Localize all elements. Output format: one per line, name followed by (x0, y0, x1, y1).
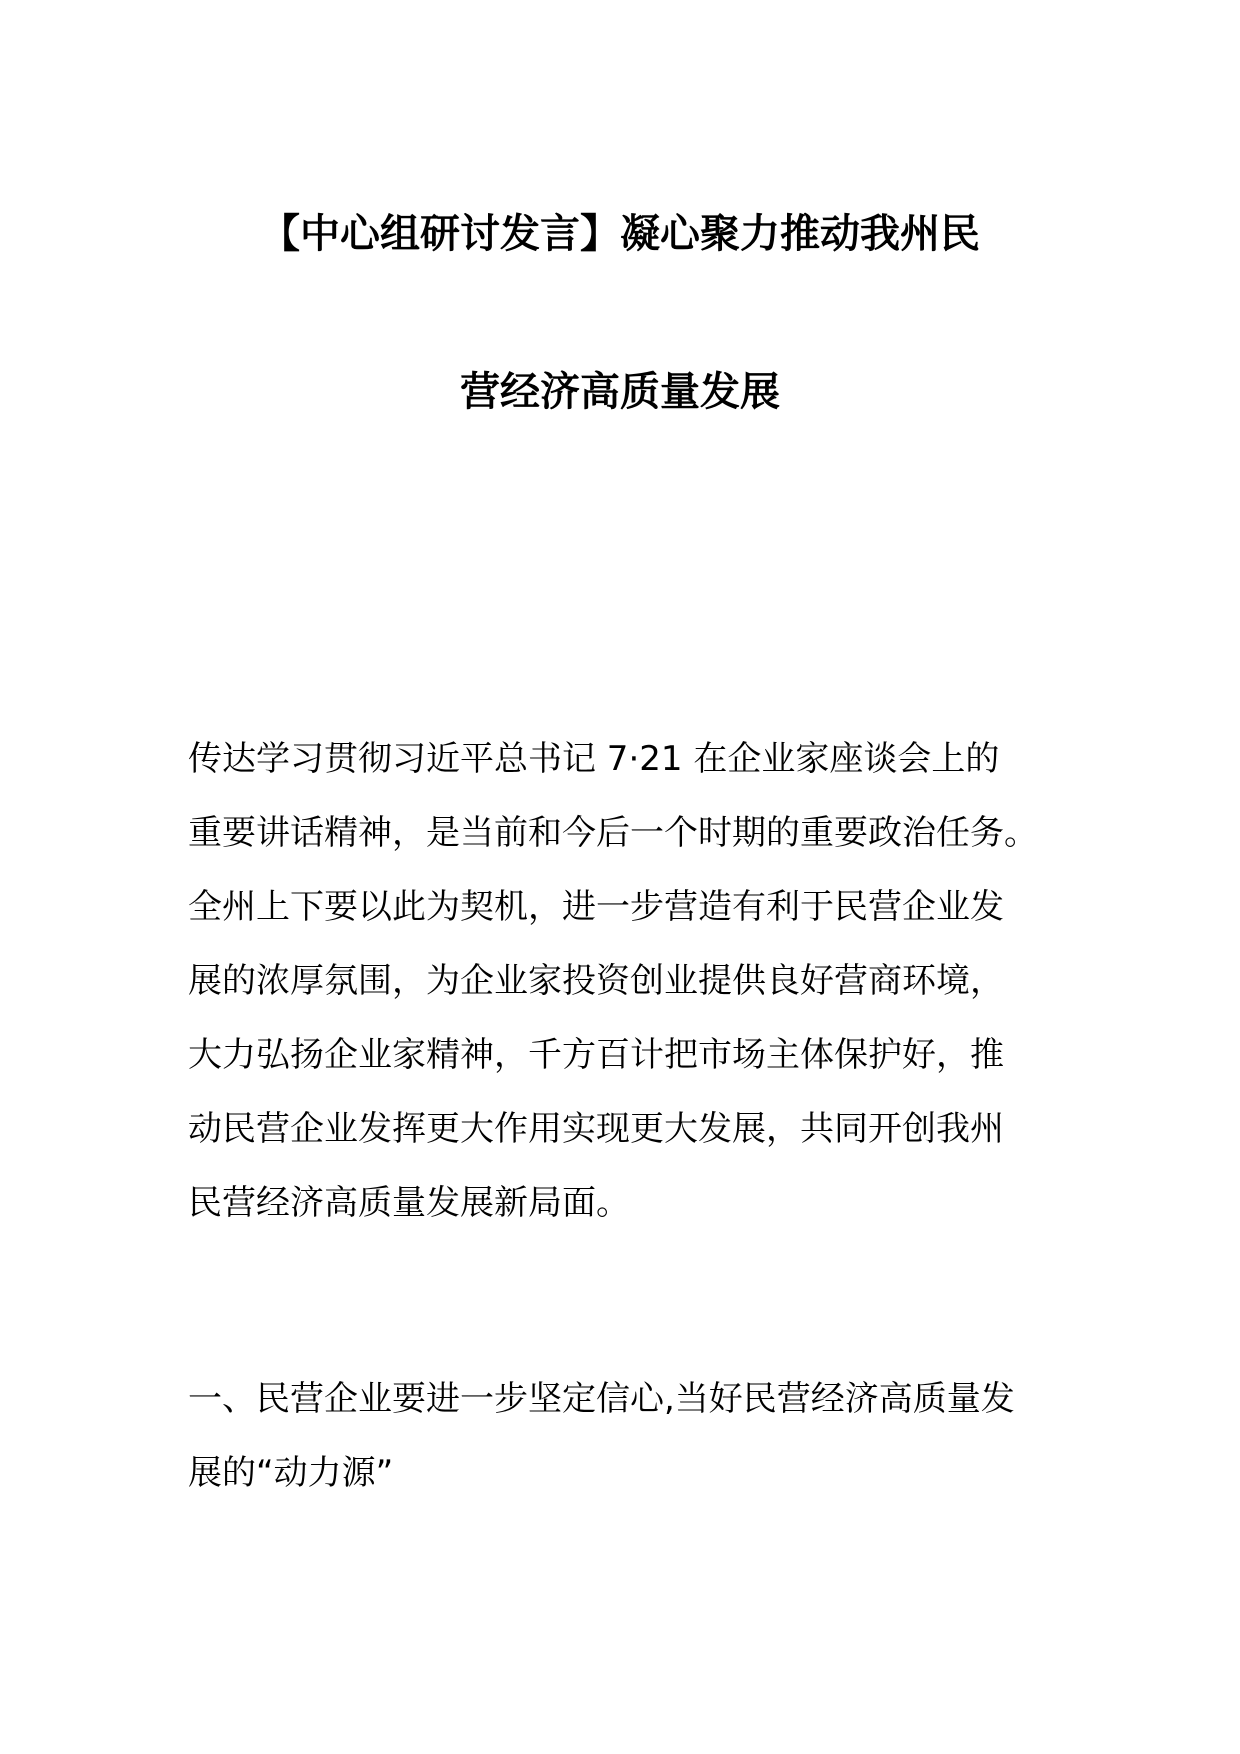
section-heading-1 (188, 1362, 1058, 1510)
intro-paragraph (188, 722, 1058, 1240)
paragraph-line: 全州上下要以此为契机，进一步营造有利于民营企业发 (188, 887, 1004, 927)
paragraph-line: 展的浓厚氛围，为企业家投资创业提供良好营商环境， (188, 961, 1004, 1001)
document-title-line-1: 【中心组研讨发言】凝心聚力推动我州民 (260, 211, 980, 257)
paragraph-line: 传达学习贯彻习近平总书记 7·21 在企业家座谈会上的 (188, 739, 1000, 779)
document-title-line-2: 营经济高质量发展 (460, 369, 780, 415)
section-heading-line: 展的“动力源” (188, 1453, 394, 1493)
section-heading-line: 一、民营企业要进一步坚定信心,当好民营经济高质量发 (188, 1379, 1015, 1419)
paragraph-line: 重要讲话精神，是当前和今后一个时期的重要政治任务。 (188, 813, 1038, 853)
paragraph-line: 民营经济高质量发展新局面。 (188, 1183, 630, 1223)
paragraph-line: 动民营企业发挥更大作用实现更大发展，共同开创我州 (188, 1109, 1004, 1149)
paragraph-line: 大力弘扬企业家精神，千方百计把市场主体保护好，推 (188, 1035, 1004, 1075)
